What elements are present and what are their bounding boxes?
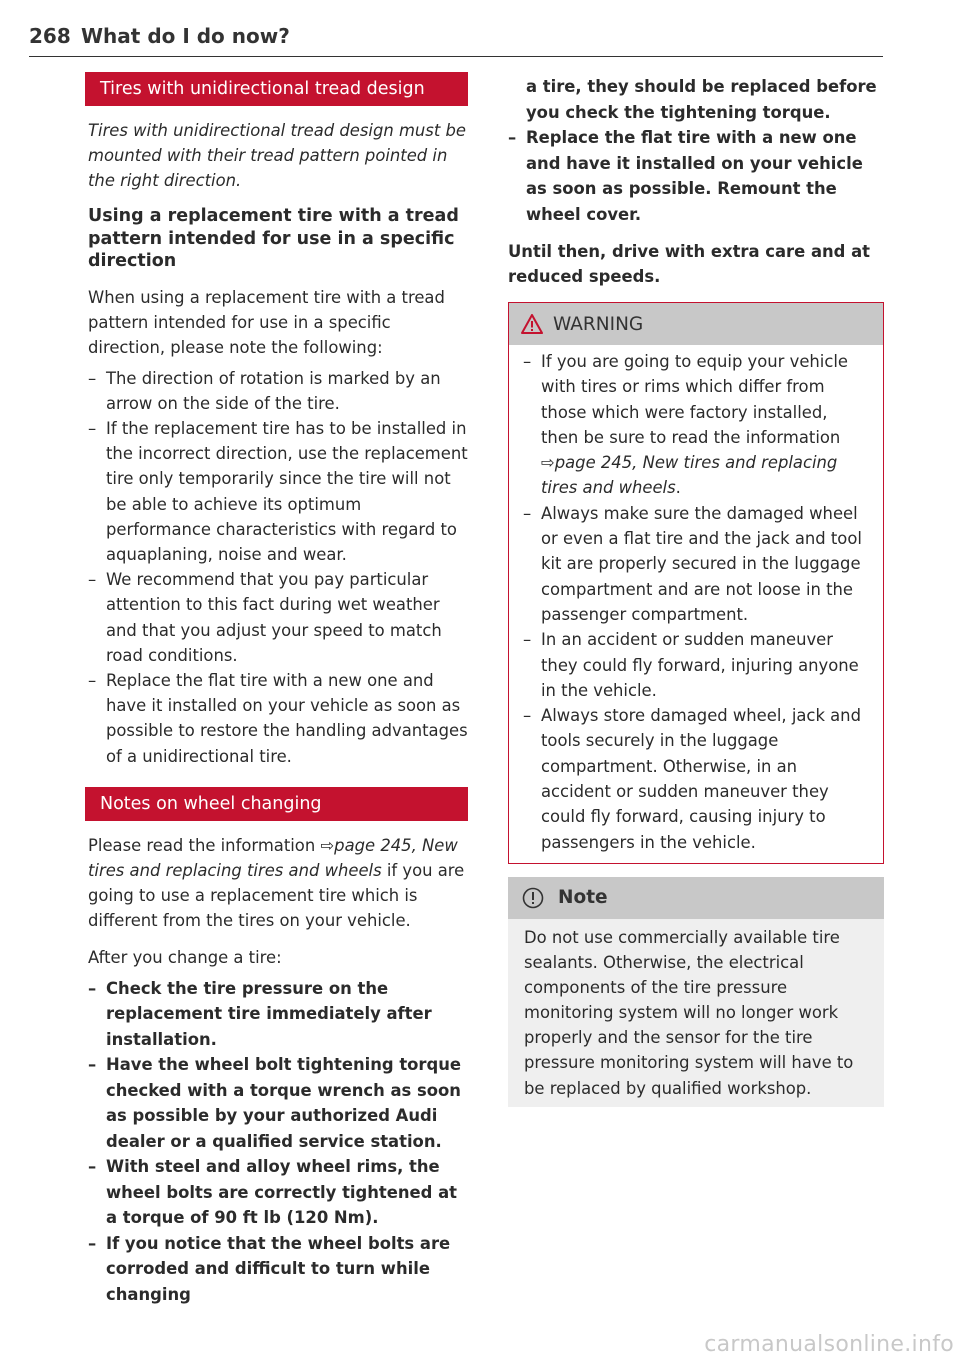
list-item: – If you notice that the wheel bolts are corroded and difficult to turn while changing <box>88 1231 468 1308</box>
warning-item: – If you are going to equip your vehicle with tires or rims which differ from those which were factory installed, then be sure to read the information ⇨page 245, New tires and replacing tires and wheels. <box>523 349 869 501</box>
wheel-changing-intro: Please read the information ⇨page 245, New tires and replacing tires and wheels if you are going to use a replacement tire which is different from the tires on your vehicle. <box>88 835 465 930</box>
list-item-continued: a tire, they should be replaced before you check the tightening torque. <box>526 77 877 122</box>
header-title: What do I do now? <box>81 24 290 48</box>
list-item: – Replace the flat tire with a new one and have it installed on your vehicle as soon as possible. Remount the wheel cover. <box>508 125 884 227</box>
list-item: – If the replacement tire has to be installed in the incorrect direction, use the replacement tire only temporarily since the tire will not be able to achieve its optimum performance characteristics with regard to aquaplaning, noise and wear. <box>88 416 468 567</box>
page-header <box>29 22 883 57</box>
info-circle-icon <box>522 887 544 909</box>
subheading: Using a replacement tire with a tread pattern intended for use in a specific direction <box>88 206 459 271</box>
watermark: carmanualsonline.info <box>704 1332 954 1357</box>
list-item: – Replace the flat tire with a new one and have it installed on your vehicle as soon as possible to restore the handling advantages of a unidirectional tire. <box>88 668 468 769</box>
section-intro: Tires with unidirectional tread design must be mounted with their tread pattern pointed in the right direction. <box>88 121 466 190</box>
section-title-unidirectional: Tires with unidirectional tread design <box>85 72 468 106</box>
bold-bullet-list <box>88 976 468 1308</box>
right-column <box>508 74 884 1107</box>
list-item: – We recommend that you pay particular attention to this fact during wet weather and that you adjust your speed to match road conditions. <box>88 567 468 668</box>
warning-list <box>523 349 869 855</box>
note-body: Do not use commercially available tire sealants. Otherwise, the electrical components of the tire pressure monitoring system will no longer work properly and the sensor for the tire pressure monitoring system will have to be replaced by qualified workshop. <box>524 927 854 1098</box>
warning-title: WARNING <box>553 313 644 335</box>
note-header <box>508 877 884 919</box>
note-title: Note <box>558 887 608 909</box>
list-item: – Check the tire pressure on the replacement tire immediately after installation. <box>88 976 468 1053</box>
warning-item: – In an accident or sudden maneuver they could fly forward, injuring anyone in the vehicle. <box>523 627 869 703</box>
body-text: When using a replacement tire with a tread pattern intended for use in a specific direction, please note the following: <box>88 287 445 357</box>
list-item: – With steel and alloy wheel rims, the wheel bolts are correctly tightened at a torque of 90 ft lb (120 Nm). <box>88 1154 468 1231</box>
warning-body <box>509 345 883 863</box>
warning-header <box>509 303 883 345</box>
page-reference-link[interactable]: page 245, New tires and replacing tires and wheels <box>88 835 458 880</box>
page-number: 268 <box>29 24 71 48</box>
after-change-text: After you change a tire: <box>88 947 282 967</box>
list-item: – The direction of rotation is marked by an arrow on the side of the tire. <box>88 366 468 416</box>
note-box <box>508 877 884 1107</box>
left-column <box>88 72 468 1307</box>
bullet-list <box>88 366 468 769</box>
warning-triangle-icon <box>521 314 543 334</box>
bold-bullet-list-continued <box>508 74 884 227</box>
until-then-text: Until then, drive with extra care and at reduced speeds. <box>508 242 871 286</box>
section-title-wheel-changing: Notes on wheel changing <box>85 787 468 821</box>
page-reference-link[interactable]: page 245, New tires and replacing tires and wheels <box>541 453 838 498</box>
warning-item: – Always make sure the damaged wheel or even a flat tire and the jack and tool kit are properly secured in the luggage compartment and are not loose in the passenger compartment. <box>523 501 869 627</box>
warning-box <box>508 302 884 864</box>
warning-item: – Always store damaged wheel, jack and tools securely in the luggage compartment. Otherwise, in an accident or sudden maneuver they could fly forward, causing injury to passengers in the vehicle. <box>523 703 869 855</box>
list-item: – Have the wheel bolt tightening torque checked with a torque wrench as soon as possible by your authorized Audi dealer or a qualified service station. <box>88 1052 468 1154</box>
